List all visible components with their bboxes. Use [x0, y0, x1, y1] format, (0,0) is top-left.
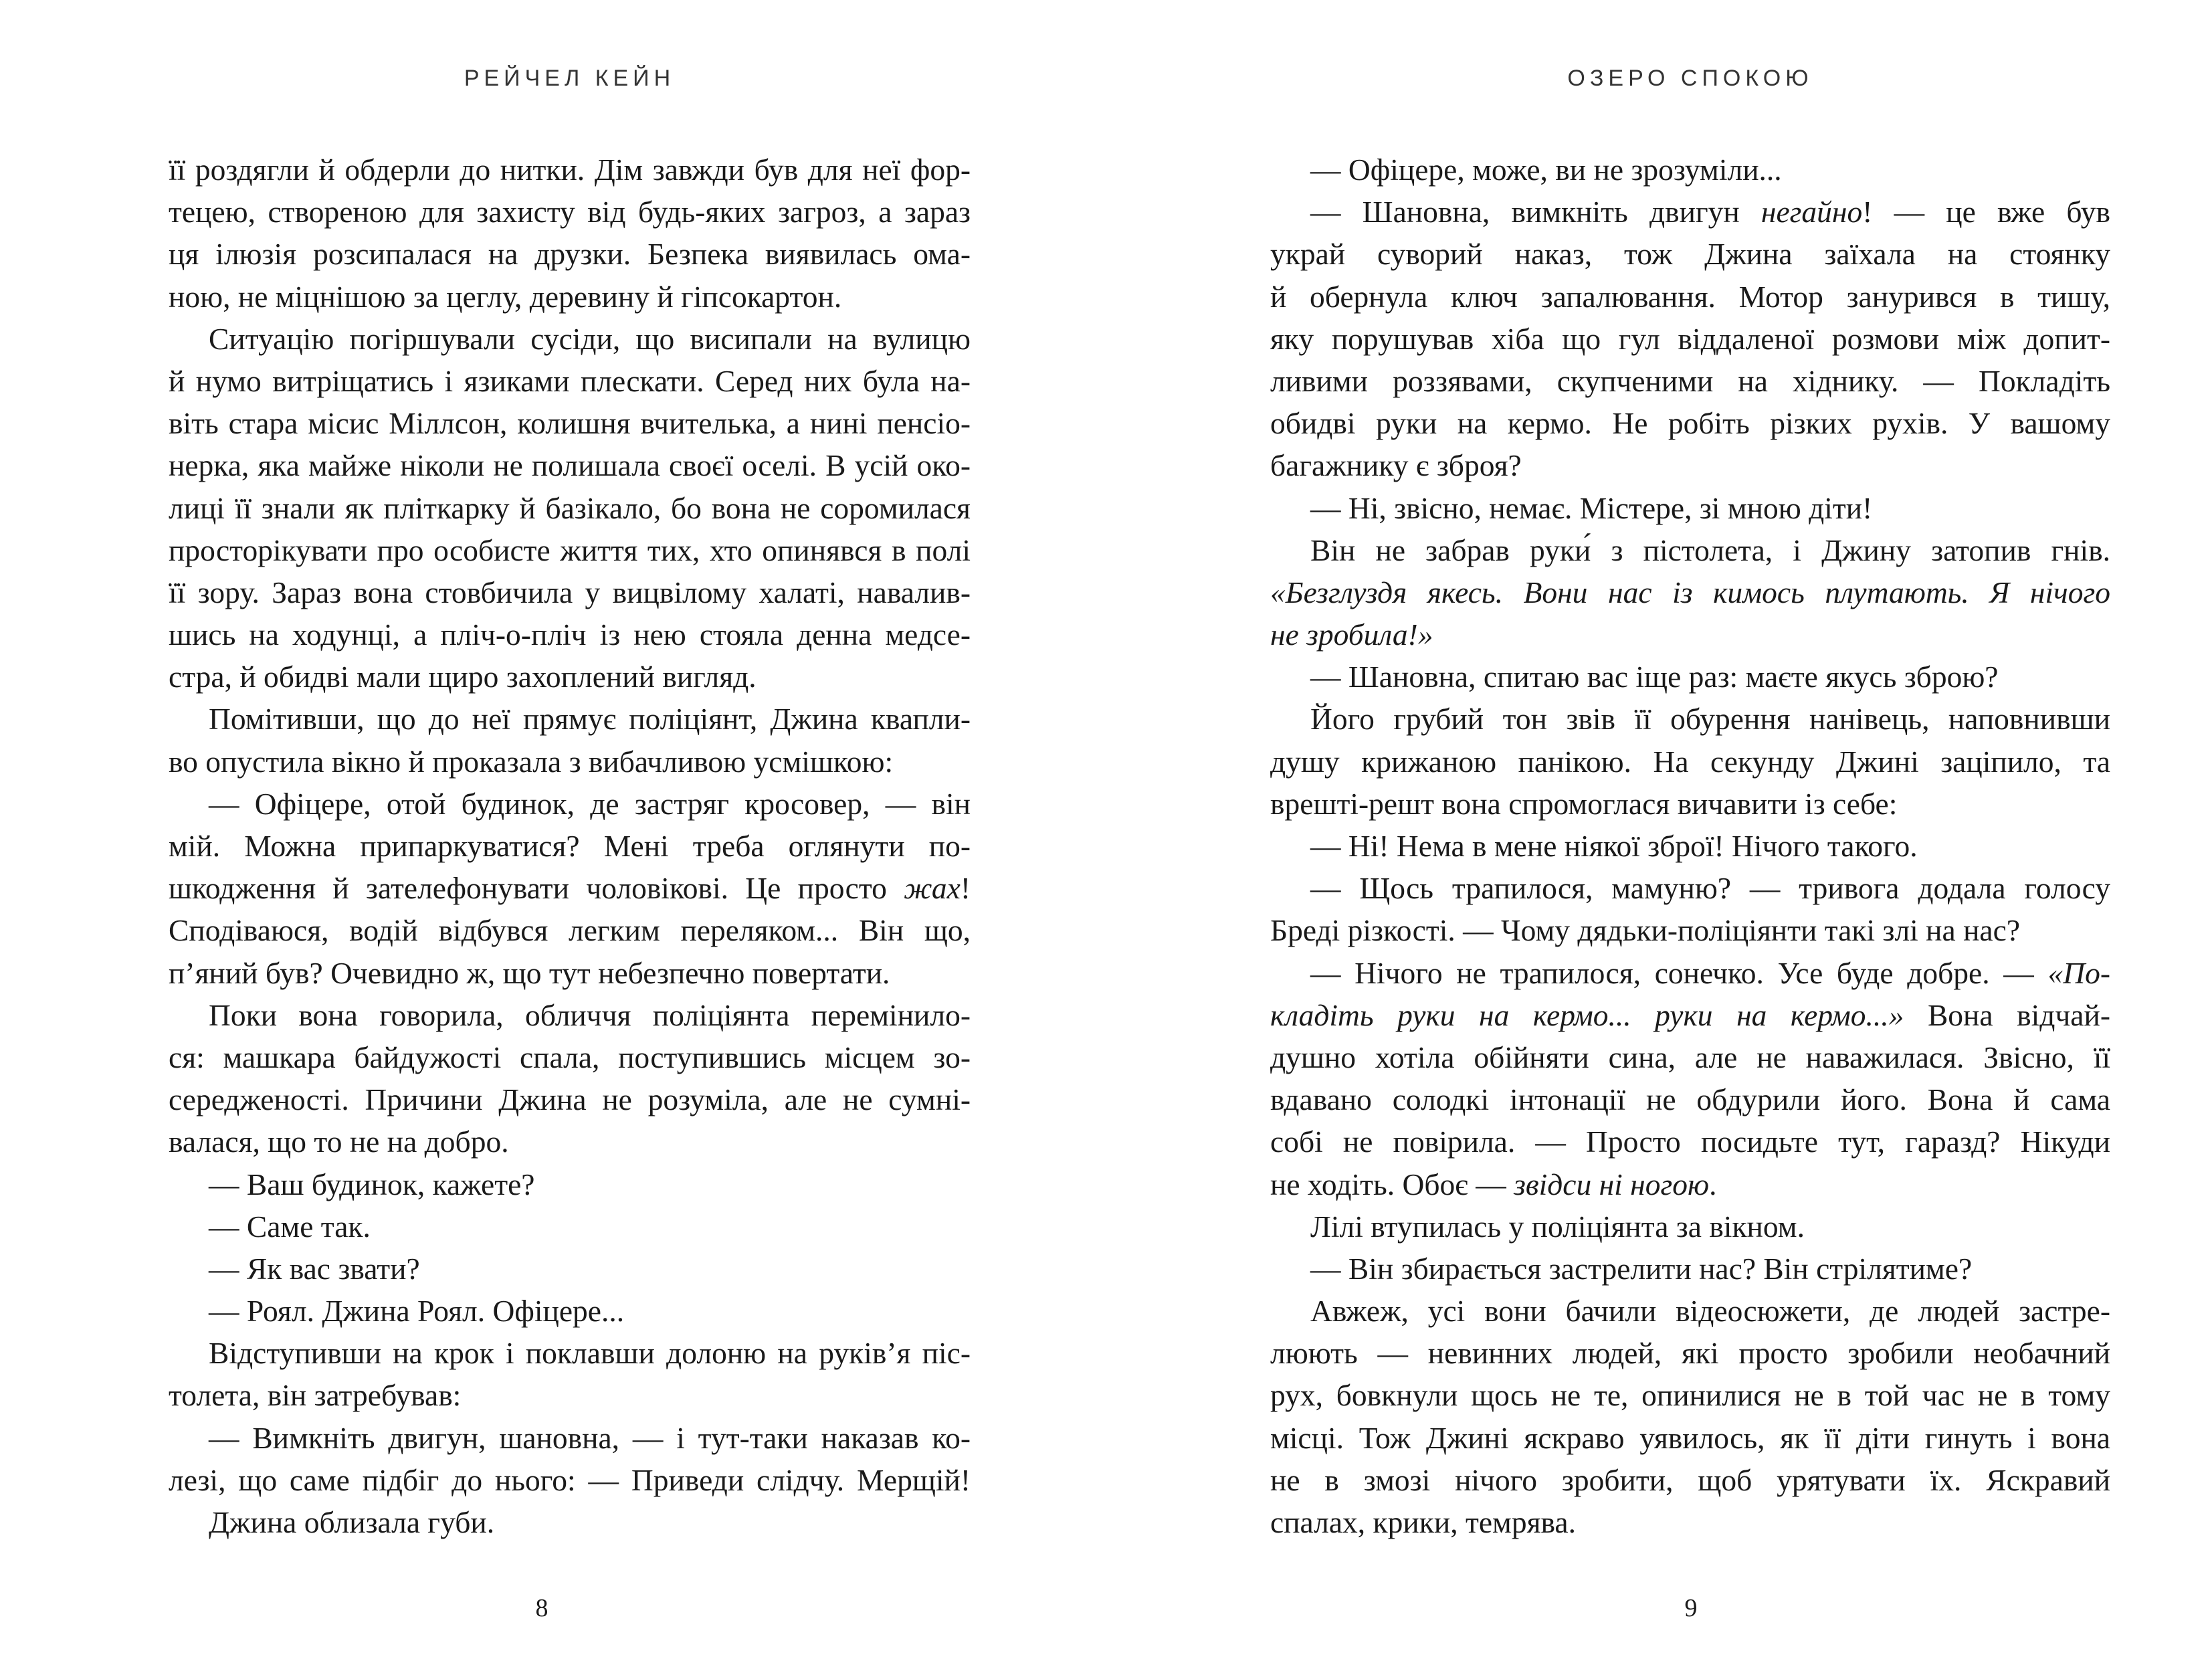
text-line: Ситуацію погіршували сусіди, що висипали на вулицю [209, 321, 971, 356]
page-number: 9 [1684, 1594, 1698, 1622]
text-line: — Як вас звати? [209, 1251, 420, 1286]
text-line: яку порушував хіба що гул віддаленої розмови між допит- [1270, 321, 2110, 356]
text-line: во опустила вікно й проказала з вибачливою усмішкою: [169, 744, 894, 779]
text-line: валася, що то не на добро. [169, 1125, 509, 1159]
text-line [1270, 613, 2110, 656]
text-line: — Роял. Джина Роял. Офіцере... [209, 1294, 625, 1329]
text-line: й нумо витріщатись і язиками плескати. Серед них була на- [169, 363, 971, 398]
text-line: тецею, створеною для захисту від будь-яких загроз, а зараз [169, 195, 971, 229]
italic-run: кладіть руки на кермо... руки на кермо...» [1270, 997, 1904, 1032]
text-run: . [1709, 1167, 1717, 1201]
text-line [1270, 952, 2110, 994]
text-line: ця ілюзія розсипалася на друзки. Безпека виявилась ома- [169, 237, 971, 272]
page-number: 8 [535, 1594, 548, 1622]
text-line: обидві руки на кермо. Не робіть різких рухів. У вашому [1270, 406, 2110, 441]
text-line: Сподіваюся, водій відбувся легким переляком... Він що, [169, 913, 971, 948]
text-line: спалах, крики, темрява. [1270, 1505, 1576, 1539]
text-line: її роздягли й обдерли до нитки. Дім завжди був для неї фор- [169, 153, 971, 187]
text-line: люють — невинних людей, які просто зробили необачний [1270, 1336, 2110, 1371]
italic-run: звідси ні ногою [1514, 1167, 1710, 1201]
text-line: мій. Можна припаркуватися? Мені треба оглянути по- [169, 829, 971, 863]
text-line [1270, 1163, 2110, 1205]
text-line: — Ні, звісно, немає. Містере, зі мною діти! [1310, 490, 1873, 525]
text-line: стра, й обидві мали щиро захоплений вигляд. [169, 660, 757, 694]
text-line: душно хотіла обійняти сина, але не наважилася. Звісно, її [1270, 1040, 2110, 1074]
text-line: ся: машкара байдужості спала, поступившись місцем зо- [169, 1040, 971, 1074]
text-run: шкодження й зателефонувати чоловікові. Це просто [169, 871, 904, 906]
text-run: ! [960, 871, 971, 906]
text-line: Його грубий тон звів її обурення нанівець, наповнивши [1310, 702, 2110, 737]
text-line: собі не повірила. — Просто посидьте тут, гаразд? Нікуди [1270, 1125, 2110, 1159]
text-line: віть стара місис Міллсон, колишня вчителька, а нині пенсіо- [169, 406, 971, 441]
text-run: Вона відчай- [1904, 997, 2110, 1032]
text-line: толета, він затребував: [169, 1378, 462, 1413]
text-line: середженості. Причини Джина не розуміла, але не сумні- [169, 1082, 971, 1117]
text-line: ною, не міцнішою за цеглу, деревину й гіпсокартон. [169, 279, 842, 314]
text-line: Джина облизала губи. [209, 1505, 495, 1539]
text-line: її зору. Зараз вона стовбичила у вицвілому халаті, навалив- [169, 575, 971, 609]
text-line: — Саме так. [209, 1209, 371, 1244]
text-line: — Ваш будинок, кажете? [209, 1167, 535, 1201]
text-line: Бреді різкості. — Чому дядьки-поліціянти такі злі на нас? [1270, 913, 2021, 948]
italic-run: жах [904, 871, 961, 906]
text-line: багажнику є зброя? [1270, 448, 1522, 483]
text-line: — Офіцере, може, ви не зрозуміли... [1310, 153, 1782, 187]
text-run: — Нічого не трапилося, сонечко. Усе буде добре. — [1310, 955, 2048, 990]
text-line: Відступивши на крок і поклавши долоню на руків’я піс- [209, 1336, 971, 1371]
text-line: Лілі втупилась у поліціянта за вікном. [1310, 1209, 1805, 1244]
running-head-author: РЕЙЧЕЛ КЕЙН [464, 66, 676, 91]
text-line: Авжеж, усі вони бачили відеосюжети, де людей застре- [1310, 1294, 2110, 1329]
text-run: ! — це вже був [1862, 195, 2110, 229]
text-line: шись на ходунці, а пліч-о-пліч із нею стояла денна медсе- [169, 617, 971, 652]
text-line: Поки вона говорила, обличчя поліціянта перемінило- [209, 997, 971, 1032]
text-line: врешті-решт вона спромоглася вичавити із себе: [1270, 786, 1898, 821]
text-line: п’яний був? Очевидно ж, що тут небезпечно повертати. [169, 955, 890, 990]
text-line: нерка, яка майже ніколи не полишала своєї оселі. В усій око- [169, 448, 971, 483]
right-page [1106, 0, 2212, 1659]
text-line: вдавано солодкі інтонації не обдурили його. Вона й сама [1270, 1082, 2110, 1117]
text-line: украй суворий наказ, тож Джина заїхала на стоянку [1270, 237, 2110, 272]
text-line: — Вимкніть двигун, шановна, — і тут-таки наказав ко- [209, 1420, 971, 1455]
text-line: — Він збирається застрелити нас? Він стрілятиме? [1310, 1251, 1973, 1286]
text-line: Він не забрав руки́ з пістолета, і Джину затопив гнів. [1310, 532, 2110, 567]
body-text [1270, 149, 2110, 1543]
text-line: не в змозі нічого зробити, щоб урятувати їх. Яскравий [1270, 1462, 2110, 1497]
text-line: ливими роззявами, скупченими на хіднику. — Покладіть [1270, 363, 2110, 398]
italic-run: «По- [2047, 955, 2110, 990]
text-run: не ходіть. Обоє — [1270, 1167, 1514, 1201]
italic-run: негайно [1761, 195, 1863, 229]
body-text [169, 149, 971, 1543]
text-line [169, 867, 971, 909]
text-line [1270, 994, 2110, 1036]
text-line: Помітивши, що до неї прямує поліціянт, Джина квапли- [209, 702, 971, 737]
text-line [1270, 571, 2110, 613]
text-line: — Офіцере, отой будинок, де застряг кросовер, — він [209, 786, 971, 821]
text-line: просторікувати про особисте життя тих, хто опинявся в полі [169, 532, 971, 567]
text-line: душу крижаною панікою. На секунду Джині заціпило, та [1270, 744, 2110, 779]
text-line: рух, бовкнули щось не те, опинилися не в той час не в тому [1270, 1378, 2110, 1413]
text-line: лиці її знали як пліткарку й базікало, бо вона не соромилася [169, 490, 971, 525]
italic-run: не зробила!» [1270, 617, 1433, 652]
text-line: місці. Тож Джині яскраво уявилось, як її діти гинуть і вона [1270, 1420, 2110, 1455]
text-line: й обернула ключ запалювання. Мотор занурився в тишу, [1270, 279, 2110, 314]
text-line: — Щось трапилося, мамуню? — тривога додала голосу [1310, 871, 2110, 906]
text-line: — Шановна, спитаю вас іще раз: маєте якусь зброю? [1310, 660, 1999, 694]
italic-run: «Безглуздя якесь. Вони нас із кимось плутають. Я нічого [1270, 575, 2110, 609]
text-line: лезі, що саме підбіг до нього: — Приведи слідчу. Мерщій! [169, 1462, 971, 1497]
text-line: — Ні! Нема в мене ніякої зброї! Нічого такого. [1310, 829, 1918, 863]
running-head-title: ОЗЕРО СПОКОЮ [1567, 66, 1813, 91]
text-line [1270, 191, 2110, 233]
text-run: — Шановна, вимкніть двигун [1310, 195, 1761, 229]
